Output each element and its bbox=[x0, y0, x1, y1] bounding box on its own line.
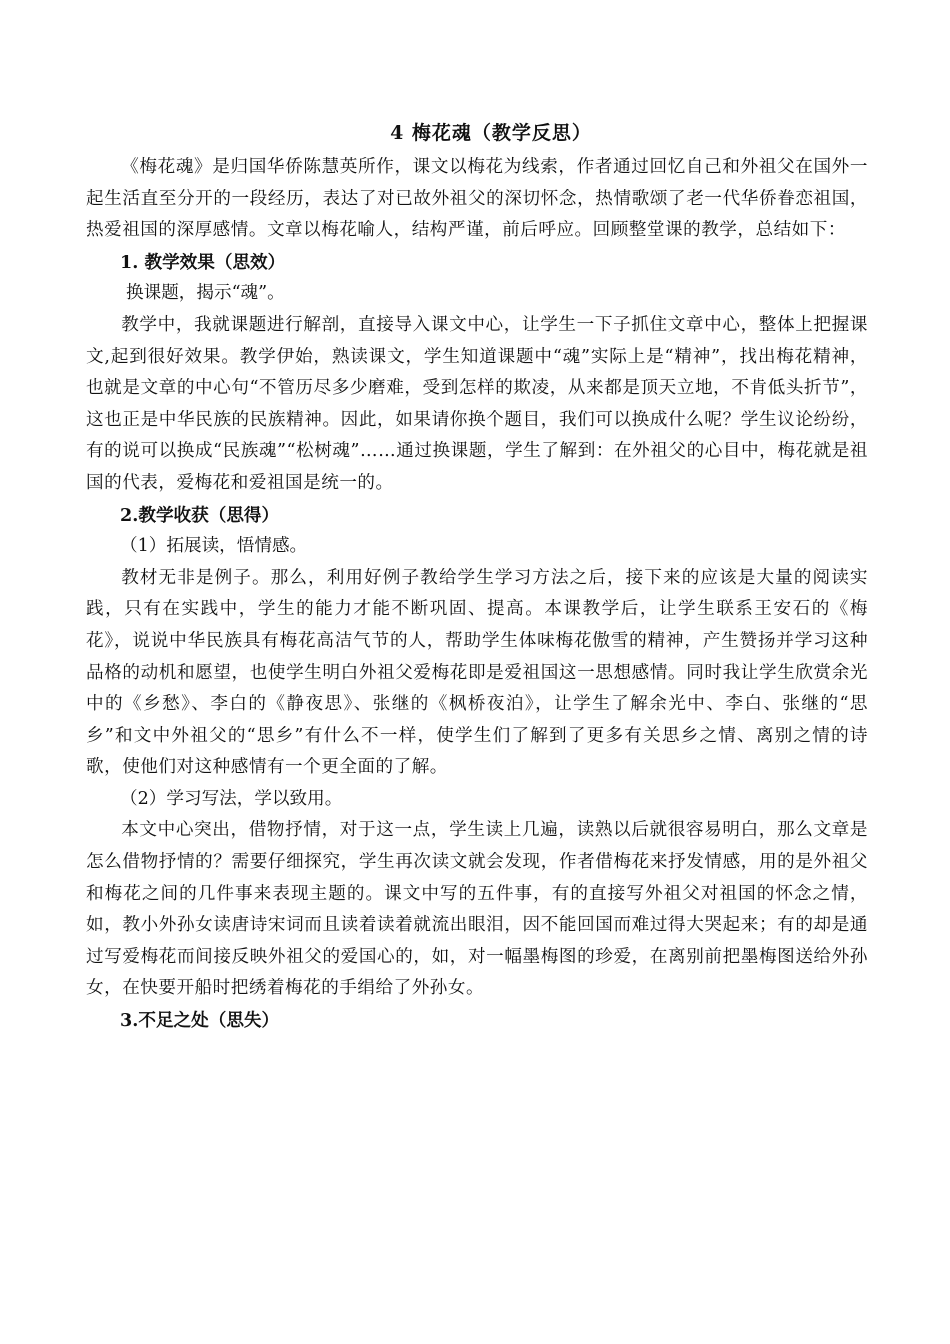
section-2-heading: 2.教学收获（思得） bbox=[120, 504, 280, 526]
section-2-subheading-2: （2）学习写法，学以致用。 bbox=[120, 788, 343, 809]
document-title: 4 梅花魂（教学反思） bbox=[390, 122, 592, 144]
section-3-heading: 3.不足之处（思失） bbox=[120, 1010, 280, 1032]
section-1-paragraph: 教学中，我就课题进行解剖，直接导入课文中心，让学生一下子抓住文章中心，整体上把握课文,起到很好效果。教学伊始，熟读课文，学生知道课题中“魂”实际上是“精神”，找出梅花精神，也就是文章的中心句“不管历尽多少磨难，受到怎样的欺凌，从来都是顶天立地，不肯低头折节”，这也正是中华民族的民族精神。因此，如果请你换个题目，我们可以换成什么呢？学生议论纷纷，有的说可以换成“民族魂”“松树魂”……通过换课题，学生了解到：在外祖父的心目中，梅花就是祖国的代表，爱梅花和爱祖国是统一的。 bbox=[86, 314, 868, 493]
document-page bbox=[86, 118, 868, 1037]
section-1-subheading: 换课题，揭示“魂”。 bbox=[126, 283, 285, 304]
section-2-paragraph-1: 教材无非是例子。那么，利用好例子教给学生学习方法之后，接下来的应该是大量的阅读实践，只有在实践中，学生的能力才能不断巩固、提高。本课教学后，让学生联系王安石的《梅花》，说说中华民族具有梅花高洁气节的人，帮助学生体味梅花傲雪的精神，产生赞扬并学习这种品格的动机和愿望，也使学生明白外祖父爱梅花即是爱祖国这一思想感情。同时我让学生欣赏余光中的《乡愁》、李白的《静夜思》、张继的《枫桥夜泊》，让学生了解余光中、李白、张继的“思乡”和文中外祖父的“思乡”有什么不一样，使学生们了解到了更多有关思乡之情、离别之情的诗歌，使他们对这种感情有一个更全面的了解。 bbox=[86, 567, 868, 778]
section-2-paragraph-2: 本文中心突出，借物抒情，对于这一点，学生读上几遍，读熟以后就很容易明白，那么文章是怎么借物抒情的？需要仔细探究，学生再次读文就会发现，作者借梅花来抒发情感，用的是外祖父和梅花之间的几件事来表现主题的。课文中写的五件事，有的直接写外祖父对祖国的怀念之情，如，教小外孙女读唐诗宋词而且读着读着就流出眼泪，因不能回国而难过得大哭起来；有的却是通过写爱梅花而间接反映外祖父的爱国心的，如，对一幅墨梅图的珍爱，在离别前把墨梅图送给外孙女，在快要开船时把绣着梅花的手绢给了外孙女。 bbox=[86, 820, 868, 999]
section-2-subheading-1: （1）拓展读，悟情感。 bbox=[120, 536, 308, 557]
section-1-heading: 1. 教学效果（思效） bbox=[120, 251, 286, 273]
intro-paragraph: 《梅花魂》是归国华侨陈慧英所作，课文以梅花为线索，作者通过回忆自己和外祖父在国外一起生活直至分开的一段经历，表达了对已故外祖父的深切怀念，热情歌颂了老一代华侨眷恋祖国，热爱祖国的深厚感情。文章以梅花喻人，结构严谨，前后呼应。回顾整堂课的教学，总结如下： bbox=[86, 157, 868, 241]
